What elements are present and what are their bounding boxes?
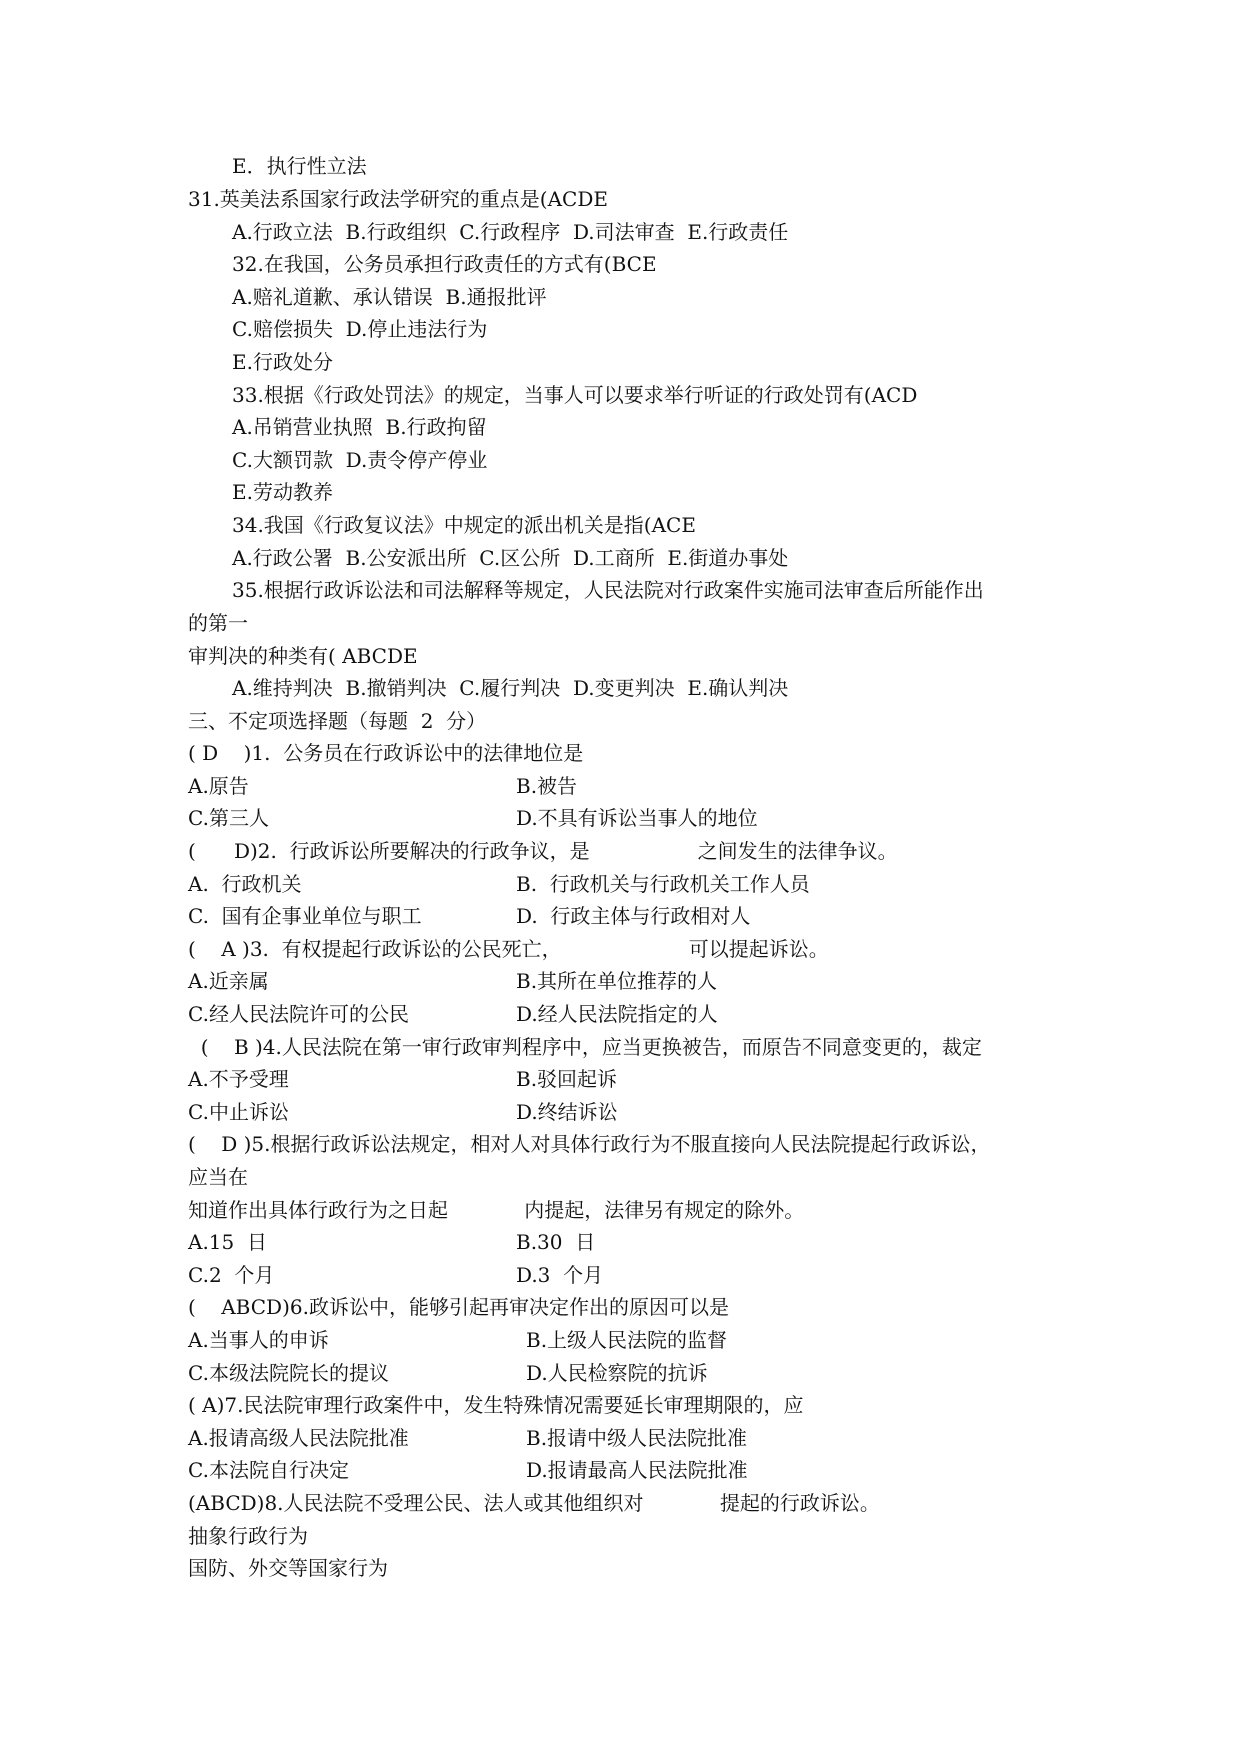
option-c: C.中止诉讼 (188, 1100, 289, 1124)
text-line: C.赔偿损失 D.停止违法行为 (232, 317, 488, 341)
question-31: 31.英美法系国家行政法学研究的重点是(ACDE (188, 187, 608, 211)
option-a: A.15 日 (188, 1230, 267, 1254)
option-c: C.本法院自行决定 (188, 1458, 349, 1482)
question-34: 34.我国《行政复议法》中规定的派出机关是指(ACE (232, 513, 696, 537)
text-line: E.劳动教养 (232, 480, 333, 504)
text-line: A.吊销营业执照 B.行政拘留 (232, 415, 487, 439)
section-heading: 三、不定项选择题（每题 2 分） (188, 709, 487, 733)
option-d: D.3 个月 (516, 1263, 604, 1287)
option-b: B.30 日 (516, 1230, 596, 1254)
question-3: ( A )3. 有权提起行政诉讼的公民死亡， 可以提起诉讼。 (188, 937, 829, 961)
text-line: 国防、外交等国家行为 (188, 1556, 388, 1580)
option-a: A.当事人的申诉 (188, 1328, 329, 1352)
option-b: B.被告 (516, 774, 578, 798)
question-8: (ABCD)8.人民法院不受理公民、法人或其他组织对 提起的行政诉讼。 (188, 1491, 880, 1515)
text-line: A.维持判决 B.撤销判决 C.履行判决 D.变更判决 E.确认判决 (232, 676, 789, 700)
text-line: A.行政公署 B.公安派出所 C.区公所 D.工商所 E.街道办事处 (232, 546, 789, 570)
text-line: A.赔礼道歉、承认错误 B.通报批评 (232, 285, 547, 309)
question-1: ( D )1. 公务员在行政诉讼中的法律地位是 (188, 741, 584, 765)
question-2: ( D)2. 行政诉讼所要解决的行政争议，是 之间发生的法律争议。 (188, 839, 898, 863)
option-d: D.报请最高人民法院批准 (526, 1458, 748, 1482)
option-a: A.不予受理 (188, 1067, 289, 1091)
option-b: B.上级人民法院的监督 (526, 1328, 728, 1352)
text-line: 抽象行政行为 (188, 1524, 308, 1548)
question-32: 32.在我国，公务员承担行政责任的方式有(BCE (232, 252, 657, 276)
question-7: ( A)7.民法院审理行政案件中，发生特殊情况需要延长审理期限的，应 (188, 1393, 804, 1417)
question-4: ( B )4.人民法院在第一审行政审判程序中，应当更换被告，而原告不同意变更的，裁定 (188, 1035, 982, 1059)
option-b: B.报请中级人民法院批准 (526, 1426, 748, 1450)
question-35: 35.根据行政诉讼法和司法解释等规定，人民法院对行政案件实施司法审查后所能作出 (232, 578, 984, 602)
option-c: C.本级法院院长的提议 (188, 1361, 389, 1385)
text-line: 知道作出具体行政行为之日起 内提起，法律另有规定的除外。 (188, 1198, 805, 1222)
option-d: D.人民检察院的抗诉 (526, 1361, 708, 1385)
option-d: D.不具有诉讼当事人的地位 (516, 806, 758, 830)
option-c: C.经人民法院许可的公民 (188, 1002, 409, 1026)
option-a: A.近亲属 (188, 969, 269, 993)
text-line: 的第一 (188, 611, 248, 635)
option-c: C.2 个月 (188, 1263, 275, 1287)
text-line: 审判决的种类有( ABCDE (188, 644, 418, 668)
option-d: D.终结诉讼 (516, 1100, 618, 1124)
text-line: A.行政立法 B.行政组织 C.行政程序 D.司法审查 E.行政责任 (232, 220, 789, 244)
option-d: D.经人民法院指定的人 (516, 1002, 718, 1026)
option-a: A.报请高级人民法院批准 (188, 1426, 409, 1450)
question-5: ( D )5.根据行政诉讼法规定，相对人对具体行政行为不服直接向人民法院提起行政诉讼， (188, 1132, 991, 1156)
option-d: D. 行政主体与行政相对人 (516, 904, 751, 928)
option-c: C. 国有企事业单位与职工 (188, 904, 422, 928)
text-line: E．执行性立法 (232, 154, 367, 178)
option-b: B.其所在单位推荐的人 (516, 969, 718, 993)
option-c: C.第三人 (188, 806, 269, 830)
option-b: B. 行政机关与行政机关工作人员 (516, 872, 810, 896)
question-33: 33.根据《行政处罚法》的规定，当事人可以要求举行听证的行政处罚有(ACD (232, 383, 918, 407)
text-line: C.大额罚款 D.责令停产停业 (232, 448, 488, 472)
text-line: 应当在 (188, 1165, 248, 1189)
option-b: B.驳回起诉 (516, 1067, 618, 1091)
option-a: A. 行政机关 (188, 872, 302, 896)
text-line: E.行政处分 (232, 350, 333, 374)
question-6: ( ABCD)6.政诉讼中，能够引起再审决定作出的原因可以是 (188, 1295, 729, 1319)
option-a: A.原告 (188, 774, 249, 798)
